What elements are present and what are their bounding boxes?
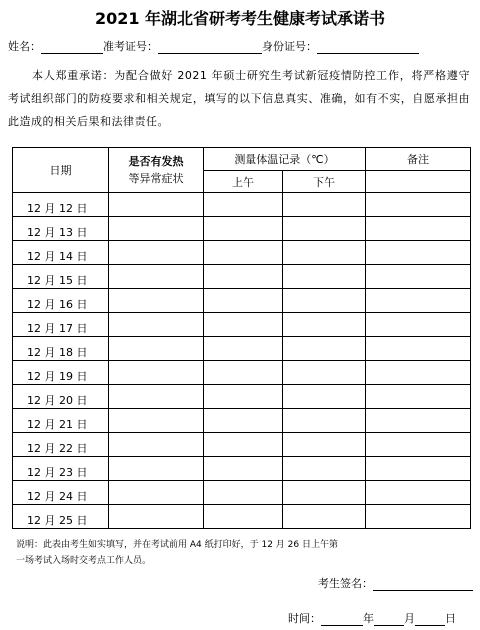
- fever-cell[interactable]: [109, 457, 204, 481]
- am-temp-cell[interactable]: [204, 313, 283, 337]
- fever-cell[interactable]: [109, 385, 204, 409]
- id-number-field[interactable]: [317, 41, 419, 54]
- remark-cell[interactable]: [366, 505, 471, 529]
- header-remark: 备注: [366, 148, 471, 171]
- row-date: 12 月 12 日: [13, 193, 109, 217]
- header-date: 日期: [13, 148, 109, 193]
- table-row: [13, 241, 471, 265]
- am-temp-cell[interactable]: [204, 289, 283, 313]
- pm-temp-cell[interactable]: [283, 217, 366, 241]
- pm-temp-cell[interactable]: [283, 337, 366, 361]
- remark-cell[interactable]: [366, 265, 471, 289]
- header-fever-line1: 是否有发热: [128, 155, 184, 168]
- fever-cell[interactable]: [109, 481, 204, 505]
- remark-cell[interactable]: [366, 385, 471, 409]
- am-temp-cell[interactable]: [204, 361, 283, 385]
- row-date: 12 月 16 日: [13, 289, 109, 313]
- month-label: 月: [404, 612, 415, 625]
- am-temp-cell[interactable]: [204, 193, 283, 217]
- header-fever: [109, 148, 204, 193]
- table-row: [13, 505, 471, 529]
- table-row: [13, 193, 471, 217]
- remark-cell[interactable]: [366, 409, 471, 433]
- note-line-1: 说明：此表由考生如实填写，并在考试前用 A4 纸打印好，于 12 月 26 日上午第: [16, 540, 338, 550]
- date-line: [288, 610, 456, 626]
- name-label: 姓名：: [8, 40, 41, 53]
- row-date: 12 月 23 日: [13, 457, 109, 481]
- signature-field[interactable]: [373, 578, 473, 591]
- table-row: [13, 361, 471, 385]
- am-temp-cell[interactable]: [204, 433, 283, 457]
- remark-cell[interactable]: [366, 313, 471, 337]
- pm-temp-cell[interactable]: [283, 265, 366, 289]
- am-temp-cell[interactable]: [204, 457, 283, 481]
- remark-cell[interactable]: [366, 433, 471, 457]
- pm-temp-cell[interactable]: [283, 505, 366, 529]
- remark-cell[interactable]: [366, 217, 471, 241]
- pm-temp-cell[interactable]: [283, 457, 366, 481]
- row-date: 12 月 24 日: [13, 481, 109, 505]
- row-date: 12 月 15 日: [13, 265, 109, 289]
- health-record-table: [12, 147, 471, 529]
- table-row: [13, 313, 471, 337]
- fever-cell[interactable]: [109, 313, 204, 337]
- ticket-number-field[interactable]: [158, 41, 262, 54]
- fever-cell[interactable]: [109, 337, 204, 361]
- am-temp-cell[interactable]: [204, 217, 283, 241]
- fever-cell[interactable]: [109, 217, 204, 241]
- row-date: 12 月 14 日: [13, 241, 109, 265]
- am-temp-cell[interactable]: [204, 241, 283, 265]
- header-temperature: 测量体温记录（℃）: [204, 148, 366, 171]
- header-pm: 下午: [283, 171, 366, 193]
- pm-temp-cell[interactable]: [283, 313, 366, 337]
- row-date: 12 月 22 日: [13, 433, 109, 457]
- year-label: 年: [363, 612, 374, 625]
- note: [16, 537, 476, 569]
- header-fever-line2: 等异常症状: [128, 172, 184, 185]
- remark-cell[interactable]: [366, 361, 471, 385]
- day-field[interactable]: [415, 613, 445, 626]
- am-temp-cell[interactable]: [204, 481, 283, 505]
- ticket-label: 准考证号：: [103, 40, 158, 53]
- pm-temp-cell[interactable]: [283, 433, 366, 457]
- row-date: 12 月 21 日: [13, 409, 109, 433]
- pm-temp-cell[interactable]: [283, 241, 366, 265]
- signature-line: [318, 575, 473, 591]
- name-field[interactable]: [41, 41, 103, 54]
- row-date: 12 月 25 日: [13, 505, 109, 529]
- row-date: 12 月 13 日: [13, 217, 109, 241]
- remark-cell[interactable]: [366, 289, 471, 313]
- pm-temp-cell[interactable]: [283, 385, 366, 409]
- pm-temp-cell[interactable]: [283, 193, 366, 217]
- fever-cell[interactable]: [109, 265, 204, 289]
- pledge-paragraph: 本人郑重承诺：为配合做好 2021 年硕士研究生考试新冠疫情防控工作，将严格遵守考试组织部门的防疫要求和相关规定，填写的以下信息真实、准确，如有不实，自愿承担由此造成的相关后果和法律责任。: [8, 69, 470, 128]
- remark-cell[interactable]: [366, 241, 471, 265]
- candidate-info-line: [8, 38, 478, 54]
- am-temp-cell[interactable]: [204, 409, 283, 433]
- row-date: 12 月 17 日: [13, 313, 109, 337]
- header-remark-sub: [366, 171, 471, 193]
- row-date: 12 月 20 日: [13, 385, 109, 409]
- table-row: [13, 265, 471, 289]
- pm-temp-cell[interactable]: [283, 361, 366, 385]
- header-am: 上午: [204, 171, 283, 193]
- fever-cell[interactable]: [109, 433, 204, 457]
- remark-cell[interactable]: [366, 193, 471, 217]
- fever-cell[interactable]: [109, 289, 204, 313]
- day-label: 日: [445, 612, 456, 625]
- am-temp-cell[interactable]: [204, 385, 283, 409]
- remark-cell[interactable]: [366, 481, 471, 505]
- signature-label: 考生签名：: [318, 577, 373, 590]
- remark-cell[interactable]: [366, 457, 471, 481]
- table-row: [13, 385, 471, 409]
- fever-cell[interactable]: [109, 241, 204, 265]
- am-temp-cell[interactable]: [204, 337, 283, 361]
- month-field[interactable]: [374, 613, 404, 626]
- table-row: [13, 289, 471, 313]
- id-label: 身份证号：: [262, 40, 317, 53]
- pm-temp-cell[interactable]: [283, 481, 366, 505]
- row-date: 12 月 19 日: [13, 361, 109, 385]
- note-line-2: 一场考试入场时交考点工作人员。: [16, 556, 152, 566]
- remark-cell[interactable]: [366, 337, 471, 361]
- table-row: [13, 409, 471, 433]
- am-temp-cell[interactable]: [204, 505, 283, 529]
- table-row: [13, 217, 471, 241]
- table-row: [13, 433, 471, 457]
- year-field[interactable]: [321, 613, 363, 626]
- table-row: [13, 337, 471, 361]
- row-date: 12 月 18 日: [13, 337, 109, 361]
- date-label: 时间：: [288, 612, 321, 625]
- table-row: [13, 457, 471, 481]
- pm-temp-cell[interactable]: [283, 289, 366, 313]
- pm-temp-cell[interactable]: [283, 409, 366, 433]
- fever-cell[interactable]: [109, 409, 204, 433]
- fever-cell[interactable]: [109, 193, 204, 217]
- table-row: [13, 481, 471, 505]
- fever-cell[interactable]: [109, 361, 204, 385]
- page-title: 2021 年湖北省研考考生健康考试承诺书: [94, 9, 386, 28]
- am-temp-cell[interactable]: [204, 265, 283, 289]
- fever-cell[interactable]: [109, 505, 204, 529]
